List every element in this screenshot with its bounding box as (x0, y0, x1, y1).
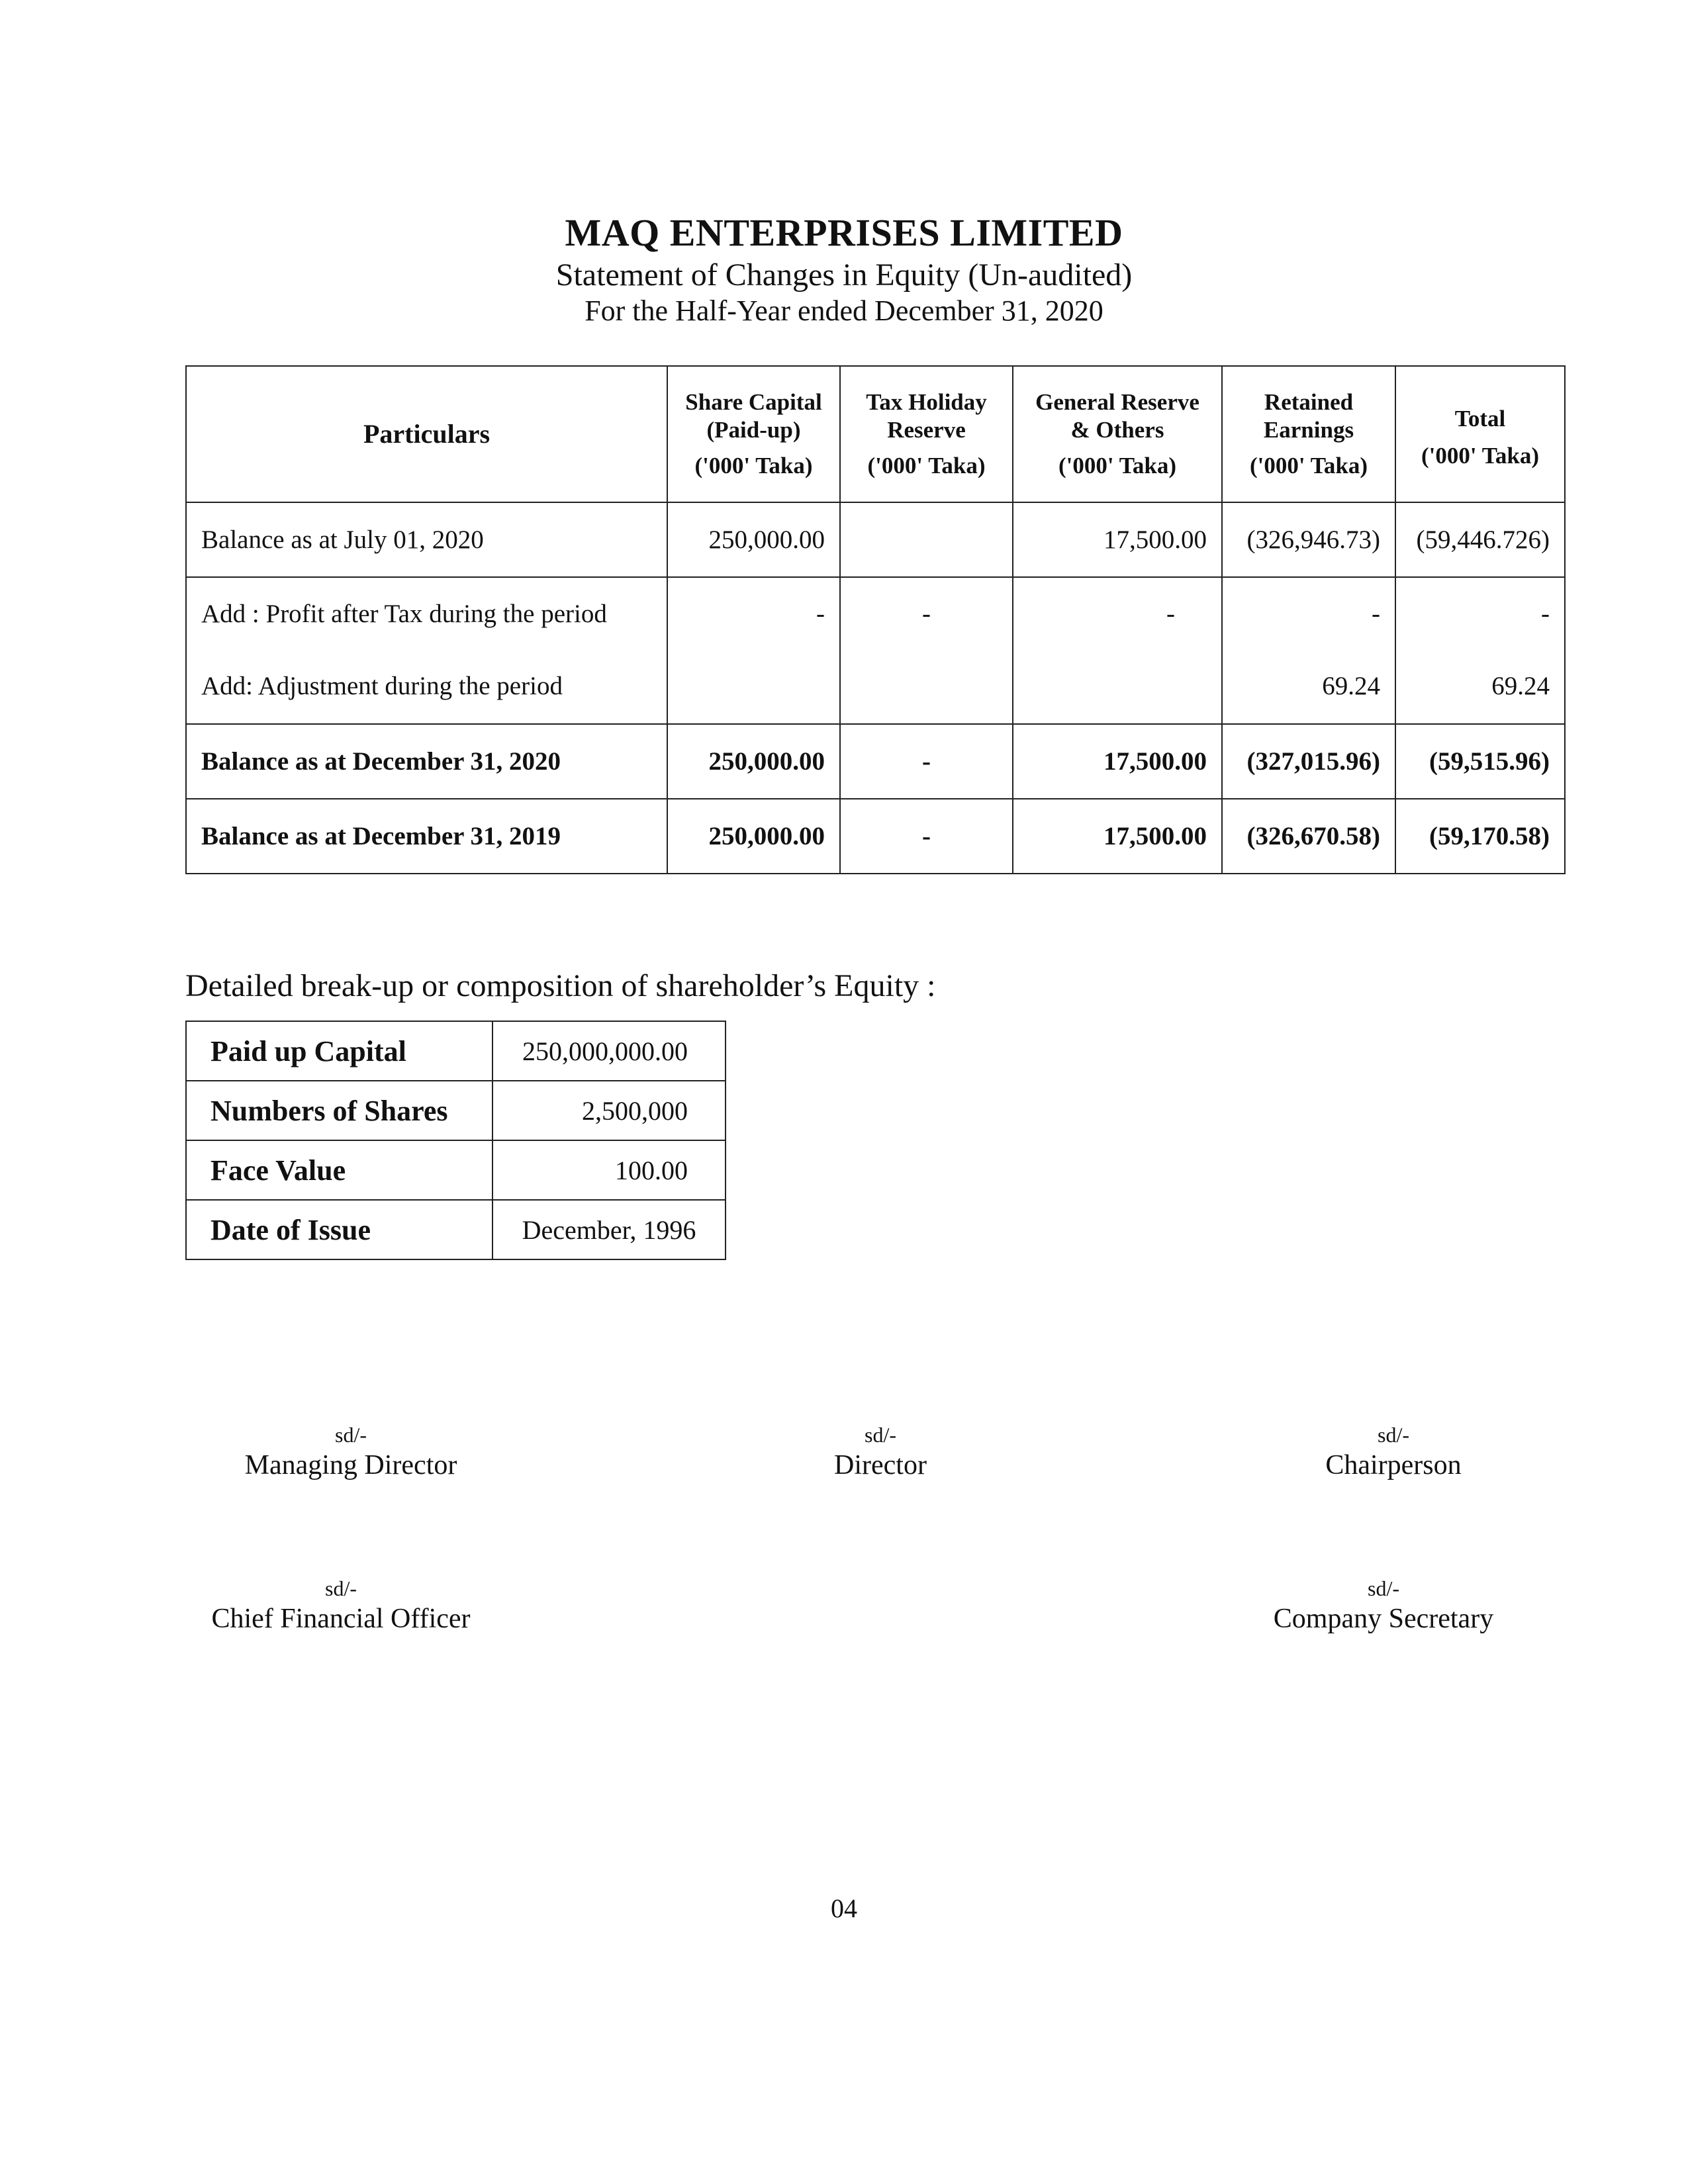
col-header-retained-earnings (1222, 366, 1395, 502)
breakup-value-date-of-issue: December, 1996 (492, 1200, 726, 1259)
equity-changes-table (185, 365, 1566, 874)
cell-total: (59,170.58) (1395, 799, 1565, 874)
profit-share-capital: - (816, 600, 825, 628)
row-label: Balance as at December 31, 2019 (186, 799, 667, 874)
col-header-unit: ('000' Taka) (694, 453, 813, 478)
col-header-tax-holiday (840, 366, 1013, 502)
col-header-total (1395, 366, 1565, 502)
signature-company-secretary (1235, 1575, 1532, 1636)
row-label: Balance as at July 01, 2020 (186, 502, 667, 577)
col-header-text: Share Capital (685, 389, 822, 415)
col-header-text: (Paid-up) (706, 417, 801, 443)
cell-retained-earnings: (326,946.73) (1222, 502, 1395, 577)
breakup-heading: Detailed break-up or composition of shareholder’s Equity : (185, 968, 936, 1003)
cell-retained-earnings: (326,670.58) (1222, 799, 1395, 874)
breakup-label-number-of-shares: Numbers of Shares (186, 1081, 492, 1140)
page-number: 04 (831, 1893, 857, 1923)
breakup-value-paid-up-capital: 250,000,000.00 (492, 1021, 726, 1081)
adjustment-share-capital (668, 650, 839, 722)
table-row (186, 1140, 726, 1200)
cell-tax-holiday (840, 577, 1013, 724)
adjustment-general-reserve (1013, 650, 1221, 722)
table-header-row (186, 366, 1565, 502)
breakup-label-paid-up-capital: Paid up Capital (186, 1021, 492, 1081)
breakup-value-number-of-shares: 2,500,000 (492, 1081, 726, 1140)
col-header-text: Tax Holiday (866, 389, 987, 415)
signatory-role: Company Secretary (1273, 1604, 1494, 1634)
col-header-text: Total (1454, 406, 1506, 432)
cell-total: (59,446.726) (1395, 502, 1565, 577)
breakup-label-date-of-issue: Date of Issue (186, 1200, 492, 1259)
adjustment-total: 69.24 (1491, 672, 1550, 700)
cell-general-reserve: 17,500.00 (1013, 724, 1222, 799)
col-header-text: Retained (1264, 389, 1354, 415)
signature-mark: sd/- (335, 1423, 367, 1447)
cell-retained-earnings (1222, 577, 1395, 724)
col-header-general-reserve (1013, 366, 1222, 502)
signatory-role: Managing Director (244, 1450, 457, 1480)
table-row (186, 1021, 726, 1081)
statement-title: Statement of Changes in Equity (Un-audited) (555, 257, 1133, 293)
signature-mark: sd/- (1368, 1576, 1399, 1600)
statement-period: For the Half-Year ended December 31, 2020 (585, 295, 1103, 327)
table-row-closing-2020 (186, 724, 1565, 799)
signature-mark: sd/- (1378, 1423, 1409, 1447)
signature-chief-financial-officer (192, 1575, 490, 1636)
signatory-role: Director (834, 1450, 927, 1480)
col-header-unit: ('000' Taka) (1421, 443, 1539, 469)
table-row-opening-balance (186, 502, 1565, 577)
row-label: Balance as at December 31, 2020 (186, 724, 667, 799)
table-row-additions (186, 577, 1565, 724)
col-header-share-capital (667, 366, 840, 502)
signatory-role: Chief Financial Officer (211, 1604, 471, 1634)
col-header-text: Earnings (1263, 417, 1354, 443)
cell-tax-holiday: - (840, 799, 1013, 874)
col-header-unit: ('000' Taka) (1058, 453, 1176, 478)
cell-tax-holiday: - (840, 724, 1013, 799)
signature-director (748, 1422, 1013, 1482)
signature-mark: sd/- (325, 1576, 357, 1600)
signature-chairperson (1261, 1422, 1526, 1482)
company-name: MAQ ENTERPRISES LIMITED (565, 211, 1123, 254)
col-header-particulars: Particulars (186, 366, 667, 502)
row-label-adjustment: Add: Adjustment during the period (201, 672, 563, 700)
adjustment-retained-earnings: 69.24 (1322, 672, 1380, 700)
breakup-label-face-value: Face Value (186, 1140, 492, 1200)
cell-general-reserve: 17,500.00 (1013, 502, 1222, 577)
col-header-unit: ('000' Taka) (1250, 453, 1368, 478)
col-header-text: & Others (1070, 417, 1164, 443)
cell-share-capital: 250,000.00 (667, 502, 840, 577)
table-row (186, 1200, 726, 1259)
table-row-closing-2019 (186, 799, 1565, 874)
col-header-text: General Reserve (1035, 389, 1199, 415)
cell-retained-earnings: (327,015.96) (1222, 724, 1395, 799)
table-row (186, 1081, 726, 1140)
cell-general-reserve: 17,500.00 (1013, 799, 1222, 874)
cell-total (1395, 577, 1565, 724)
profit-retained-earnings: - (1372, 600, 1380, 628)
profit-tax-holiday: - (922, 600, 931, 628)
row-labels (186, 577, 667, 724)
cell-share-capital (667, 577, 840, 724)
profit-total: - (1541, 600, 1550, 628)
col-header-text: Reserve (887, 417, 966, 443)
signatory-role: Chairperson (1325, 1450, 1462, 1480)
cell-tax-holiday (840, 502, 1013, 577)
equity-breakup-table (185, 1021, 726, 1260)
breakup-value-face-value: 100.00 (492, 1140, 726, 1200)
adjustment-tax-holiday (841, 650, 1012, 722)
cell-general-reserve (1013, 577, 1222, 724)
signature-mark: sd/- (865, 1423, 896, 1447)
cell-total: (59,515.96) (1395, 724, 1565, 799)
profit-general-reserve: - (1166, 600, 1175, 628)
row-label-profit: Add : Profit after Tax during the period (201, 600, 607, 628)
cell-share-capital: 250,000.00 (667, 724, 840, 799)
signature-managing-director (218, 1422, 483, 1482)
cell-share-capital: 250,000.00 (667, 799, 840, 874)
col-header-unit: ('000' Taka) (867, 453, 986, 478)
